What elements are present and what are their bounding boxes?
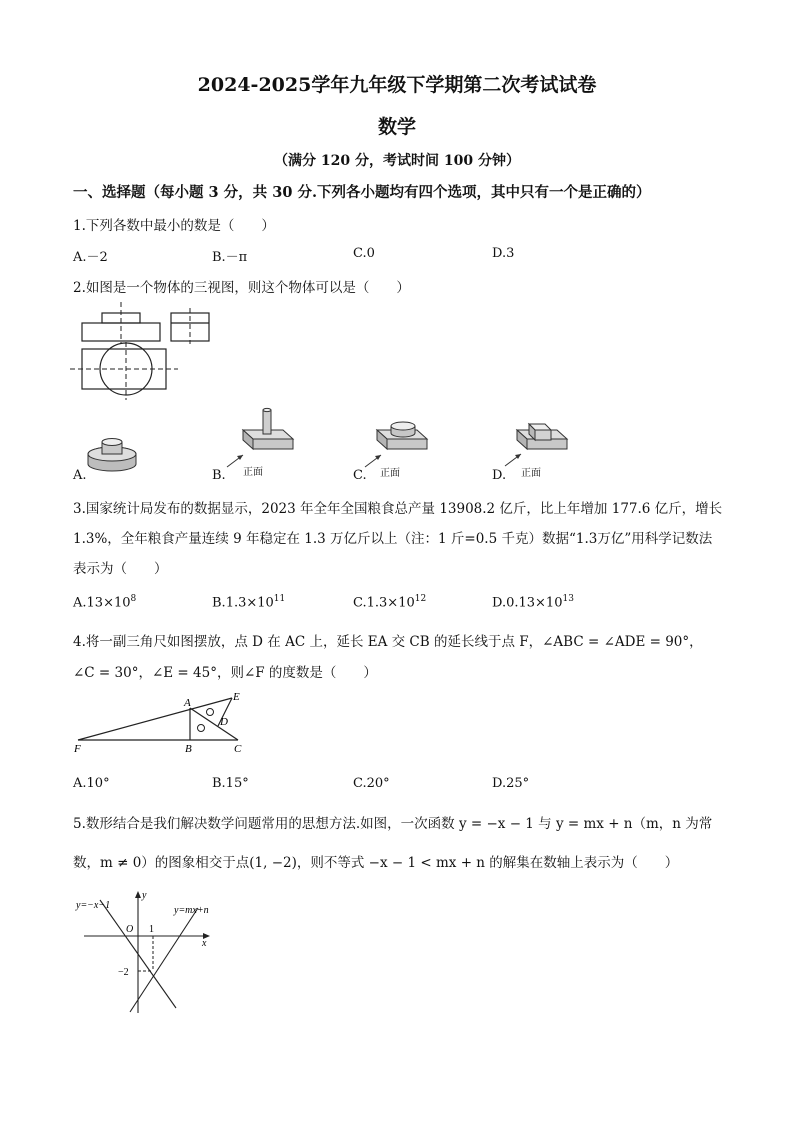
- q2-b-front-label: 正面: [243, 467, 263, 478]
- label-line2: y=mx+n: [174, 905, 209, 916]
- point-c-label: C: [234, 743, 242, 755]
- q2-figure-a: [86, 432, 142, 472]
- origin-label: O: [126, 924, 134, 935]
- tick-x-label: 1: [149, 924, 154, 935]
- q2-stem: 2.如图是一个物体的三视图，则这个物体可以是（ ）: [73, 280, 410, 296]
- q5-line2: 数，m ≠ 0）的图象相交于点(1, −2)，则不等式 −x − 1 < mx + n 的解集在数轴上表示为（ ）: [73, 855, 679, 871]
- q2-option-d: D.: [492, 468, 507, 483]
- q2-option-b: B.: [212, 468, 226, 483]
- label-line1: y=−x−1: [76, 900, 111, 911]
- point-f-label: F: [74, 743, 81, 755]
- q2-option-a: A.: [73, 468, 87, 483]
- exam-title: 2024-2025学年九年级下学期第二次考试试卷: [197, 74, 597, 96]
- q3-line3: 表示为（ ）: [73, 561, 168, 577]
- q4-option-d: D.25°: [492, 776, 530, 791]
- linear-functions-graph: [72, 888, 232, 1020]
- subject-title: 数学: [377, 116, 416, 138]
- point-d-label: D: [220, 716, 228, 728]
- q3-option-c: $C.1.3\times 10^{12}$: [353, 594, 427, 611]
- q2-figure-d: [505, 418, 580, 476]
- point-b-label: B: [185, 743, 192, 755]
- q2-figure-c: [365, 415, 440, 475]
- q5-line1: 5.数形结合是我们解决数学问题常用的思想方法.如图，一次函数 y = −x − 1 与 y = mx + n（m，n 为常: [73, 816, 713, 832]
- q2-c-front-label: 正面: [380, 468, 400, 479]
- y-axis-label: y: [142, 890, 147, 901]
- triangle-ruler-figure: [70, 688, 260, 758]
- q4-line1: 4.将一副三角尺如图摆放，点 D 在 AC 上，延长 EA 交 CB 的延长线于点 F，∠ABC = ∠ADE = 90°，: [73, 634, 703, 650]
- q3-option-b: $B.1.3\times 10^{11}$: [212, 594, 286, 611]
- q4-line2: ∠C = 30°，∠E = 45°，则∠F 的度数是（ ）: [73, 665, 377, 681]
- point-e-label: E: [233, 691, 240, 703]
- q2-d-front-label: 正面: [521, 468, 541, 479]
- q4-option-c: C.20°: [353, 776, 390, 791]
- q1-option-a: A.－2: [73, 250, 108, 265]
- q1-option-c: C.0: [353, 246, 375, 261]
- q4-option-b: B.15°: [212, 776, 249, 791]
- three-view-drawing: [70, 302, 220, 402]
- q3-line2: 1.3%，全年粮食产量连续 9 年稳定在 1.3 万亿斤以上（注：1 斤=0.5 千克）数据“1.3万亿”用科学记数法: [73, 531, 713, 547]
- exam-info: （满分 120 分，考试时间 100 分钟）: [274, 153, 520, 169]
- q1-stem: 1.下列各数中最小的数是（ ）: [73, 218, 275, 234]
- section-heading: 一、选择题（每小题 3 分，共 30 分.下列各小题均有四个选项，其中只有一个是正确的）: [73, 184, 651, 201]
- q3-option-d: $D.0.13\times 10^{13}$: [492, 594, 574, 611]
- q3-option-a: $A.13\times 10^8$: [73, 594, 137, 611]
- q3-line1: 3.国家统计局发布的数据显示，2023 年全年全国粮食总产量 13908.2 亿斤，比上年增加 177.6 亿斤，增长: [73, 501, 723, 517]
- tick-y-label: −2: [118, 967, 129, 978]
- q4-option-a: A.10°: [73, 776, 110, 791]
- q1-option-d: D.3: [492, 246, 515, 261]
- q2-option-c: C.: [353, 468, 367, 483]
- q1-option-b: B.－π: [212, 250, 248, 265]
- x-axis-label: x: [202, 938, 207, 949]
- point-a-label: A: [184, 697, 191, 709]
